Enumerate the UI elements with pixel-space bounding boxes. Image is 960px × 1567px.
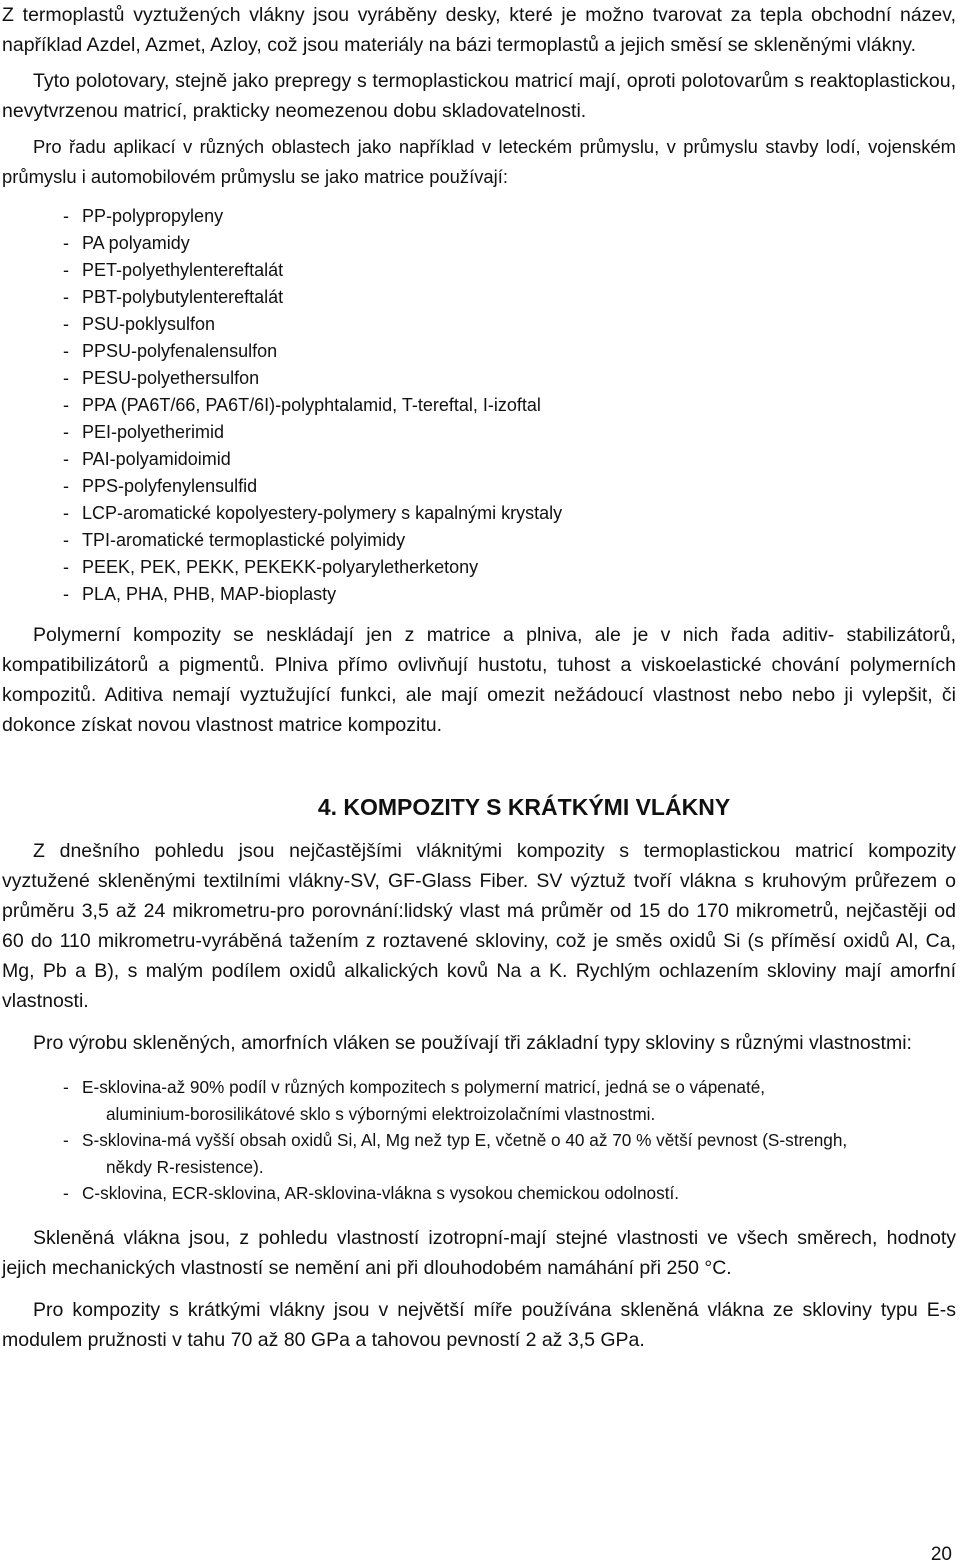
paragraph-isotropic-properties bbox=[2, 1223, 956, 1283]
list-item bbox=[63, 1074, 956, 1127]
paragraph-text: Pro kompozity s krátkými vlákny jsou v největší míře používána skleněná vlákna ze skloviny typu E-s modulem pružnosti v tahu 70 až 80 GPa a tahovou pevností 2 až 3,5 GPa. bbox=[2, 1298, 956, 1351]
list-item: - PESU-polyethersulfon bbox=[63, 365, 956, 392]
list-item-line: E-sklovina-až 90% podíl v různých kompozitech s polymerní matricí, jedná se o vápenaté, bbox=[82, 1077, 766, 1097]
page-number: 20 bbox=[930, 1544, 952, 1565]
spacer bbox=[2, 191, 956, 203]
list-item-continuation: někdy R-resistence). bbox=[106, 1156, 264, 1177]
spacer bbox=[2, 740, 956, 792]
list-item: - PAI-polyamidoimid bbox=[63, 446, 956, 473]
list-item: - PET-polyethylentereftalát bbox=[63, 257, 956, 284]
paragraph-text: Pro řadu aplikací v různých oblastech jako například v leteckém průmyslu, v průmyslu stavby lodí, vojenském průmyslu i automobilovém průmyslu se jako matrice používají: bbox=[2, 136, 956, 187]
list-item: - PBT-polybutylentereftalát bbox=[63, 284, 956, 311]
list-item: - PA polyamidy bbox=[63, 230, 956, 257]
list-item: - TPI-aromatické termoplastické polyimidy bbox=[63, 527, 956, 554]
spacer bbox=[2, 1283, 956, 1295]
spacer bbox=[2, 608, 956, 620]
list-item: - PPS-polyfenylensulfid bbox=[63, 473, 956, 500]
spacer bbox=[2, 822, 956, 836]
paragraph-text: Pro výrobu skleněných, amorfních vláken se používají tři základní typy skloviny s různými vlastnostmi: bbox=[33, 1032, 912, 1054]
paragraph-glass-types-intro bbox=[2, 1028, 956, 1058]
matrix-list bbox=[2, 203, 956, 608]
list-item-line: C-sklovina, ECR-sklovina, AR-sklovina-vlákna s vysokou chemickou odolností. bbox=[82, 1183, 680, 1203]
paragraph-text: Z dnešního pohledu jsou nejčastějšími vláknitými kompozity s termoplastickou matricí kompozity vyztužené skleněnými textilními vlákny-SV, GF-Glass Fiber. SV výztuž tvoří vlákna s kruhovým průřezem o průměru 3,5 až 24 mikrometru-pro porovnání:lidský vlast má průměr od 15 do 170 mikrometrů, nejčastěji od 60 do 110 mikrometru-vyráběná tažením z roztavené skloviny, což je směs oxidů Si (s příměsí oxidů Al, Ca, Mg, Pb a B), s malým podílem oxidů alkalických kovů Na a K. Rychlým ochlazením skloviny mají amorfní vlastnosti. bbox=[2, 840, 956, 1012]
paragraph-glass-fiber-composites bbox=[2, 836, 956, 1016]
glass-type-list bbox=[2, 1074, 956, 1207]
spacer bbox=[2, 1207, 956, 1223]
list-item: - PP-polypropyleny bbox=[63, 203, 956, 230]
list-item-line: S-sklovina-má vyšší obsah oxidů Si, Al, Mg než typ E, včetně o 40 až 70 % větší pevnost (S-strengh, bbox=[82, 1130, 848, 1150]
paragraph-semi-products bbox=[2, 66, 956, 126]
paragraph-applications bbox=[2, 132, 956, 191]
list-item: - PPA (PA6T/66, PA6T/6I)-polyphtalamid, T-tereftal, I-izoftal bbox=[63, 392, 956, 419]
paragraph-thermoplastic-boards: Z termoplastů vyztužených vlákny jsou vyráběny desky, které je možno tvarovat za teplа obchodní název, například Azdel, Azmet, Azloy, což jsou materiály na bázi termoplastů a jejich směsí se skleněnými vlákny. bbox=[2, 4, 956, 56]
list-item: - PEI-polyetherimid bbox=[63, 419, 956, 446]
paragraph-additives bbox=[2, 620, 956, 740]
spacer bbox=[2, 1058, 956, 1074]
list-item: - PEEK, PEK, PEKK, PEKEKK-polyaryletherketony bbox=[63, 554, 956, 581]
document-page bbox=[2, 0, 956, 1355]
list-item-continuation: aluminium-borosilikátové sklo s výbornými elektroizolačními vlastnostmi. bbox=[106, 1103, 656, 1124]
list-item bbox=[63, 1180, 956, 1207]
paragraph-text: Tyto polotovary, stejně jako prepregy s termoplastickou matricí mají, oproti polotovarům s reaktoplastickou, nevytvrzenou matricí, prakticky neomezenou dobu skladovatelnosti. bbox=[2, 70, 956, 122]
list-item: - PLA, PHA, PHB, MAP-bioplasty bbox=[63, 581, 956, 608]
paragraph-text: Skleněná vlákna jsou, z pohledu vlastností izotropní-mají stejné vlastnosti ve všech směrech, hodnoty jejich mechanických vlastností se nemění ani při dlouhodobém namáhání při 250 °C. bbox=[2, 1226, 956, 1279]
list-item: - LCP-aromatické kopolyestery-polymery s kapalnými krystaly bbox=[63, 500, 956, 527]
list-item: - PSU-poklysulfon bbox=[63, 311, 956, 338]
paragraph-text: Polymerní kompozity se neskládají jen z matrice a plniva, ale je v nich řada aditiv- stabilizátorů, kompatibilizátorů a pigmentů. Plniva přímo ovlivňují hustotu, tuhost a viskoelastické chování polymerních kompozitů. Aditiva nemají vyztužující funkci, ale mají omezit nežádoucí vlastnost nebo nebo ji vylepšit, či dokonce získat novou vlastnost matrice kompozitu. bbox=[2, 624, 956, 736]
section-title: 4. KOMPOZITY S KRÁTKÝMI VLÁKNY bbox=[317, 794, 731, 820]
list-item bbox=[63, 1127, 956, 1180]
spacer bbox=[2, 1016, 956, 1028]
list-item: - PPSU-polyfenalensulfon bbox=[63, 338, 956, 365]
paragraph-short-fiber-glass bbox=[2, 1295, 956, 1355]
